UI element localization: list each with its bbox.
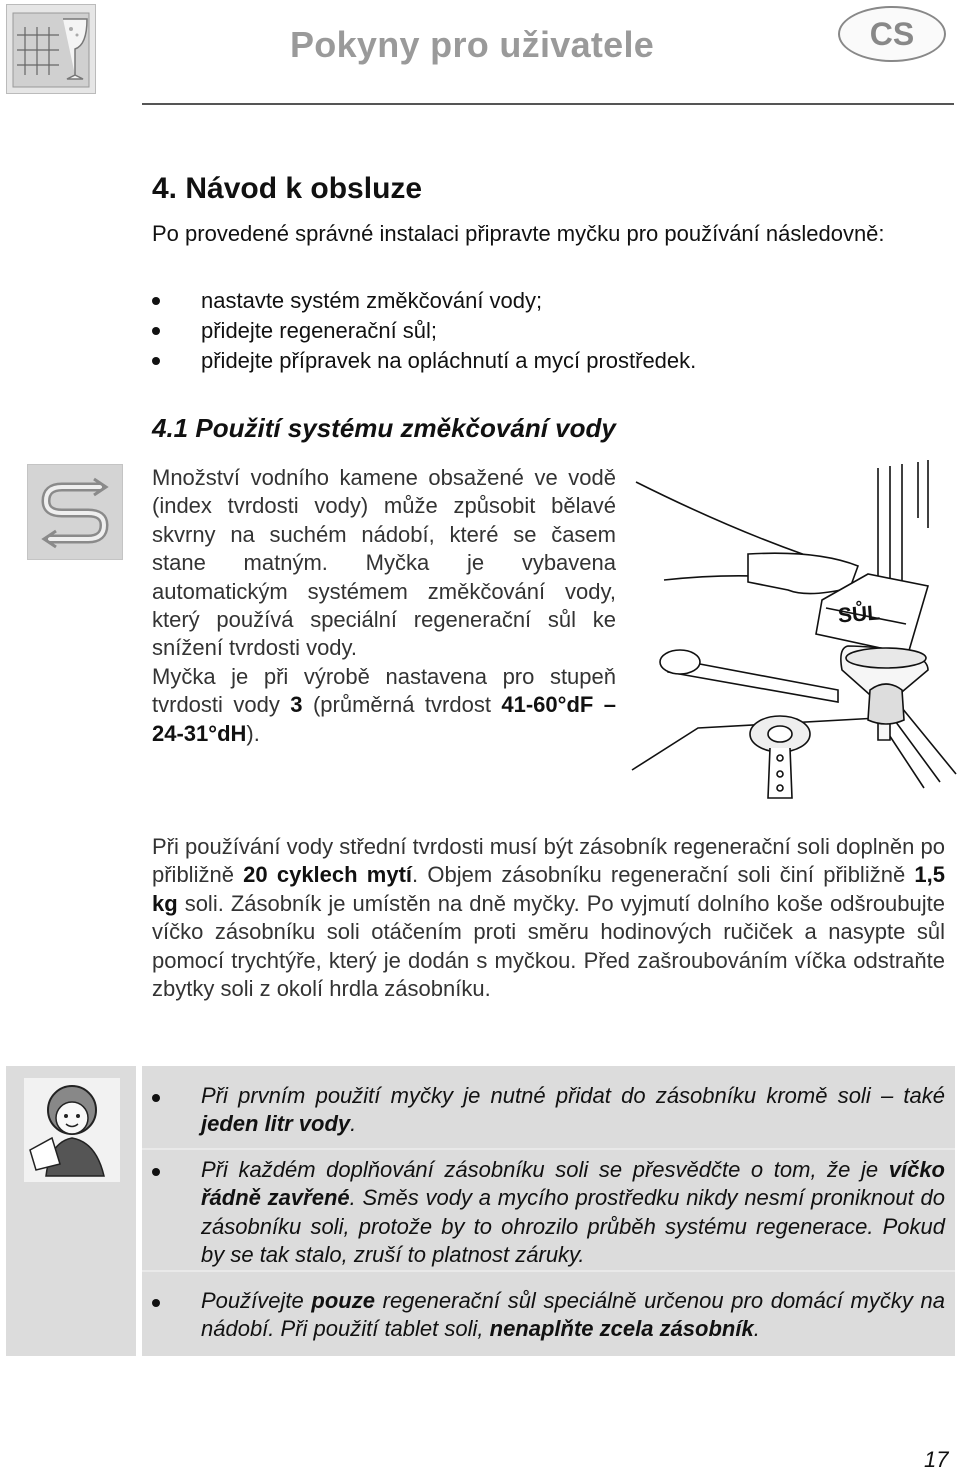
page-number: 17: [924, 1447, 949, 1472]
salt-refill-paragraph: Při používání vody střední tvrdosti musí být zásobník regenerační soli doplněn po přibližně 20 cyklech mytí. Objem zásobníku regenerační soli činí přibližně 1,5 kg soli. Zásobník je umístěn na dně myčky. Po vyjmutí dolního koše odšroubujte víčko zásobníku soli otáčením proti směru hodinových ručiček a nasypte sůl pomocí trychtýře, který je dodán s myčkou. Před zašroubováním víčka odstraňte zbytky soli z okolí hrdla zásobníku.: [152, 834, 945, 1002]
note-divider: [142, 1270, 955, 1272]
hardness-range: 41-60°dF – 24-31°dH: [152, 692, 616, 746]
list-item: přidejte regenerační sůl;: [152, 316, 945, 346]
bullet-icon: [152, 357, 160, 365]
water-softener-icon: [27, 464, 123, 560]
intro-paragraph: Po provedené správné instalaci připravte myčku pro používání následovně:: [152, 221, 885, 246]
list-item: přidejte přípravek na opláchnutí a mycí prostředek.: [152, 346, 945, 376]
note-divider: [142, 1148, 955, 1150]
salt-funnel-illustration: [628, 458, 960, 803]
note-sidebar: [6, 1066, 136, 1356]
salt-label: SŮL: [837, 601, 881, 628]
note-cap-closed: Při každém doplňování zásobníku soli se přesvědčte o tom, že je víčko řádně zavřené. Směs vody a mycího prostředku nikdy nesmí proniknout do zásobníku soli, protože by to ohrozilo průběh systému regenerace. Pokud by se tak stalo, zruší to platnost záruky.: [152, 1156, 945, 1270]
note-first-use: Při prvním použití myčky je nutné přidat do zásobníku kromě soli – také jeden litr vody.: [152, 1082, 945, 1139]
header-divider: [142, 103, 954, 105]
page-title: Pokyny pro uživatele: [290, 24, 655, 65]
note-salt-type: Používejte pouze regenerační sůl speciálně určenou pro domácí myčky na nádobí. Při použití tablet soli, nenaplňte zcela zásobník.: [152, 1287, 945, 1344]
list-item: nastavte systém změkčování vody;: [152, 286, 945, 316]
bullet-icon: [152, 327, 160, 335]
attention-woman-icon: [6, 1066, 136, 1196]
bullet-icon: [152, 297, 160, 305]
bullet-icon: [152, 1168, 160, 1176]
bullet-icon: [152, 1094, 160, 1102]
setup-list: [152, 286, 945, 376]
hardness-level: 3: [290, 692, 303, 718]
dishwasher-glass-icon: [6, 4, 96, 94]
softener-description: Množství vodního kamene obsažené ve vodě (index tvrdosti vody) může způsobit bělavé skvrny na suchém nádobí, které se časem stane matným. Myčka je vybavena automatickým systémem změkčování vody, který používá speciální regenerační sůl ke snížení tvrdosti vody. Myčka je při výrobě nastavena pro stupeň tvrdosti vody 3 (průměrná tvrdost 41-60°dF – 24-31°dH).: [152, 465, 616, 746]
refill-cycles: 20 cyklech mytí: [243, 862, 413, 888]
subsection-heading: 4.1 Použití systému změkčování vody: [152, 413, 616, 443]
language-badge: CS: [838, 6, 946, 62]
section-heading: 4. Návod k obsluze: [152, 172, 423, 205]
salt-capacity: 1,5 kg: [152, 862, 945, 916]
bullet-icon: [152, 1299, 160, 1307]
